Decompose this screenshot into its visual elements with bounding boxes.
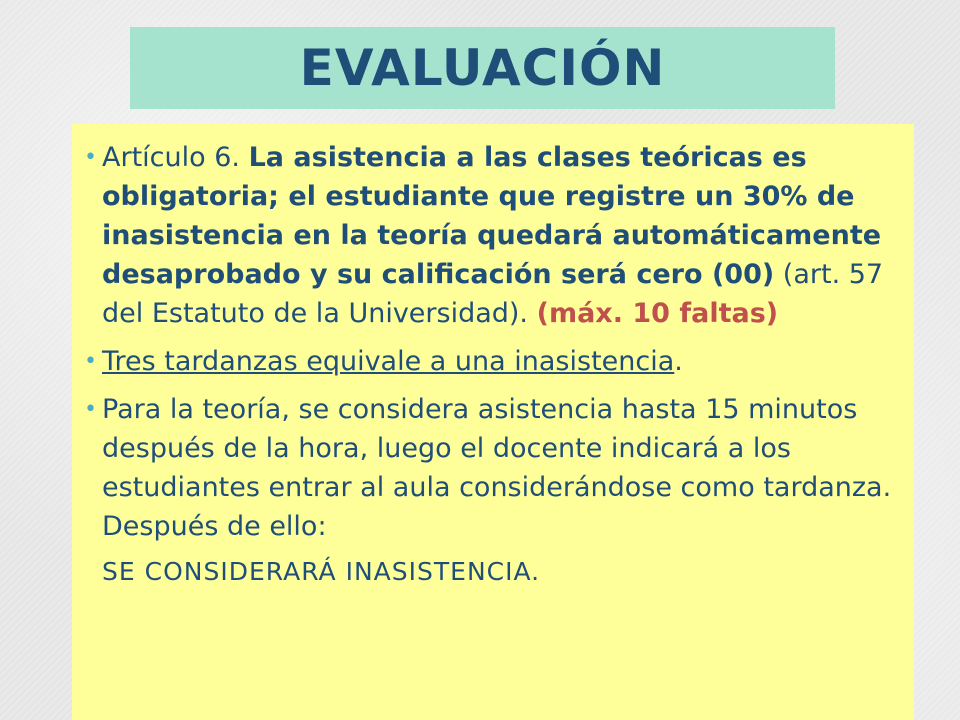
content-panel bbox=[72, 124, 914, 720]
max-absences-note: (máx. 10 faltas) bbox=[536, 298, 779, 329]
bullet-icon: • bbox=[84, 397, 97, 422]
bullet-icon: • bbox=[84, 145, 97, 170]
tardiness-rule: Tres tardanzas equivale a una inasistencia bbox=[102, 346, 675, 377]
absence-consequence: SE CONSIDERARÁ INASISTENCIA. bbox=[102, 557, 541, 586]
attendance-rule: La asistencia a las clases teóricas es obligatoria; el estudiante que registre un 30% de inasistencia en la teoría quedará automáticamente desaprobado y su calificación será cero (00) bbox=[102, 142, 882, 290]
list-item-theory-attendance bbox=[72, 390, 896, 591]
title-banner bbox=[130, 27, 835, 109]
tardiness-period: . bbox=[674, 346, 683, 377]
bullet-icon: • bbox=[84, 349, 97, 374]
theory-attendance-rule: Para la teoría, se considera asistencia hasta 15 minutos después de la hora, luego el docente indicará a los estudiantes entrar al aula considerándose como tardanza. Después de ello: bbox=[102, 394, 892, 542]
page-title: EVALUACIÓN bbox=[299, 39, 666, 97]
list-item-tardiness bbox=[72, 342, 896, 381]
article-reference: Artículo 6. bbox=[102, 142, 240, 173]
statute-reference: (art. 57 del Estatuto de la Universidad). bbox=[102, 259, 884, 329]
bullet-list bbox=[72, 124, 914, 591]
list-item-article-6 bbox=[72, 138, 896, 333]
